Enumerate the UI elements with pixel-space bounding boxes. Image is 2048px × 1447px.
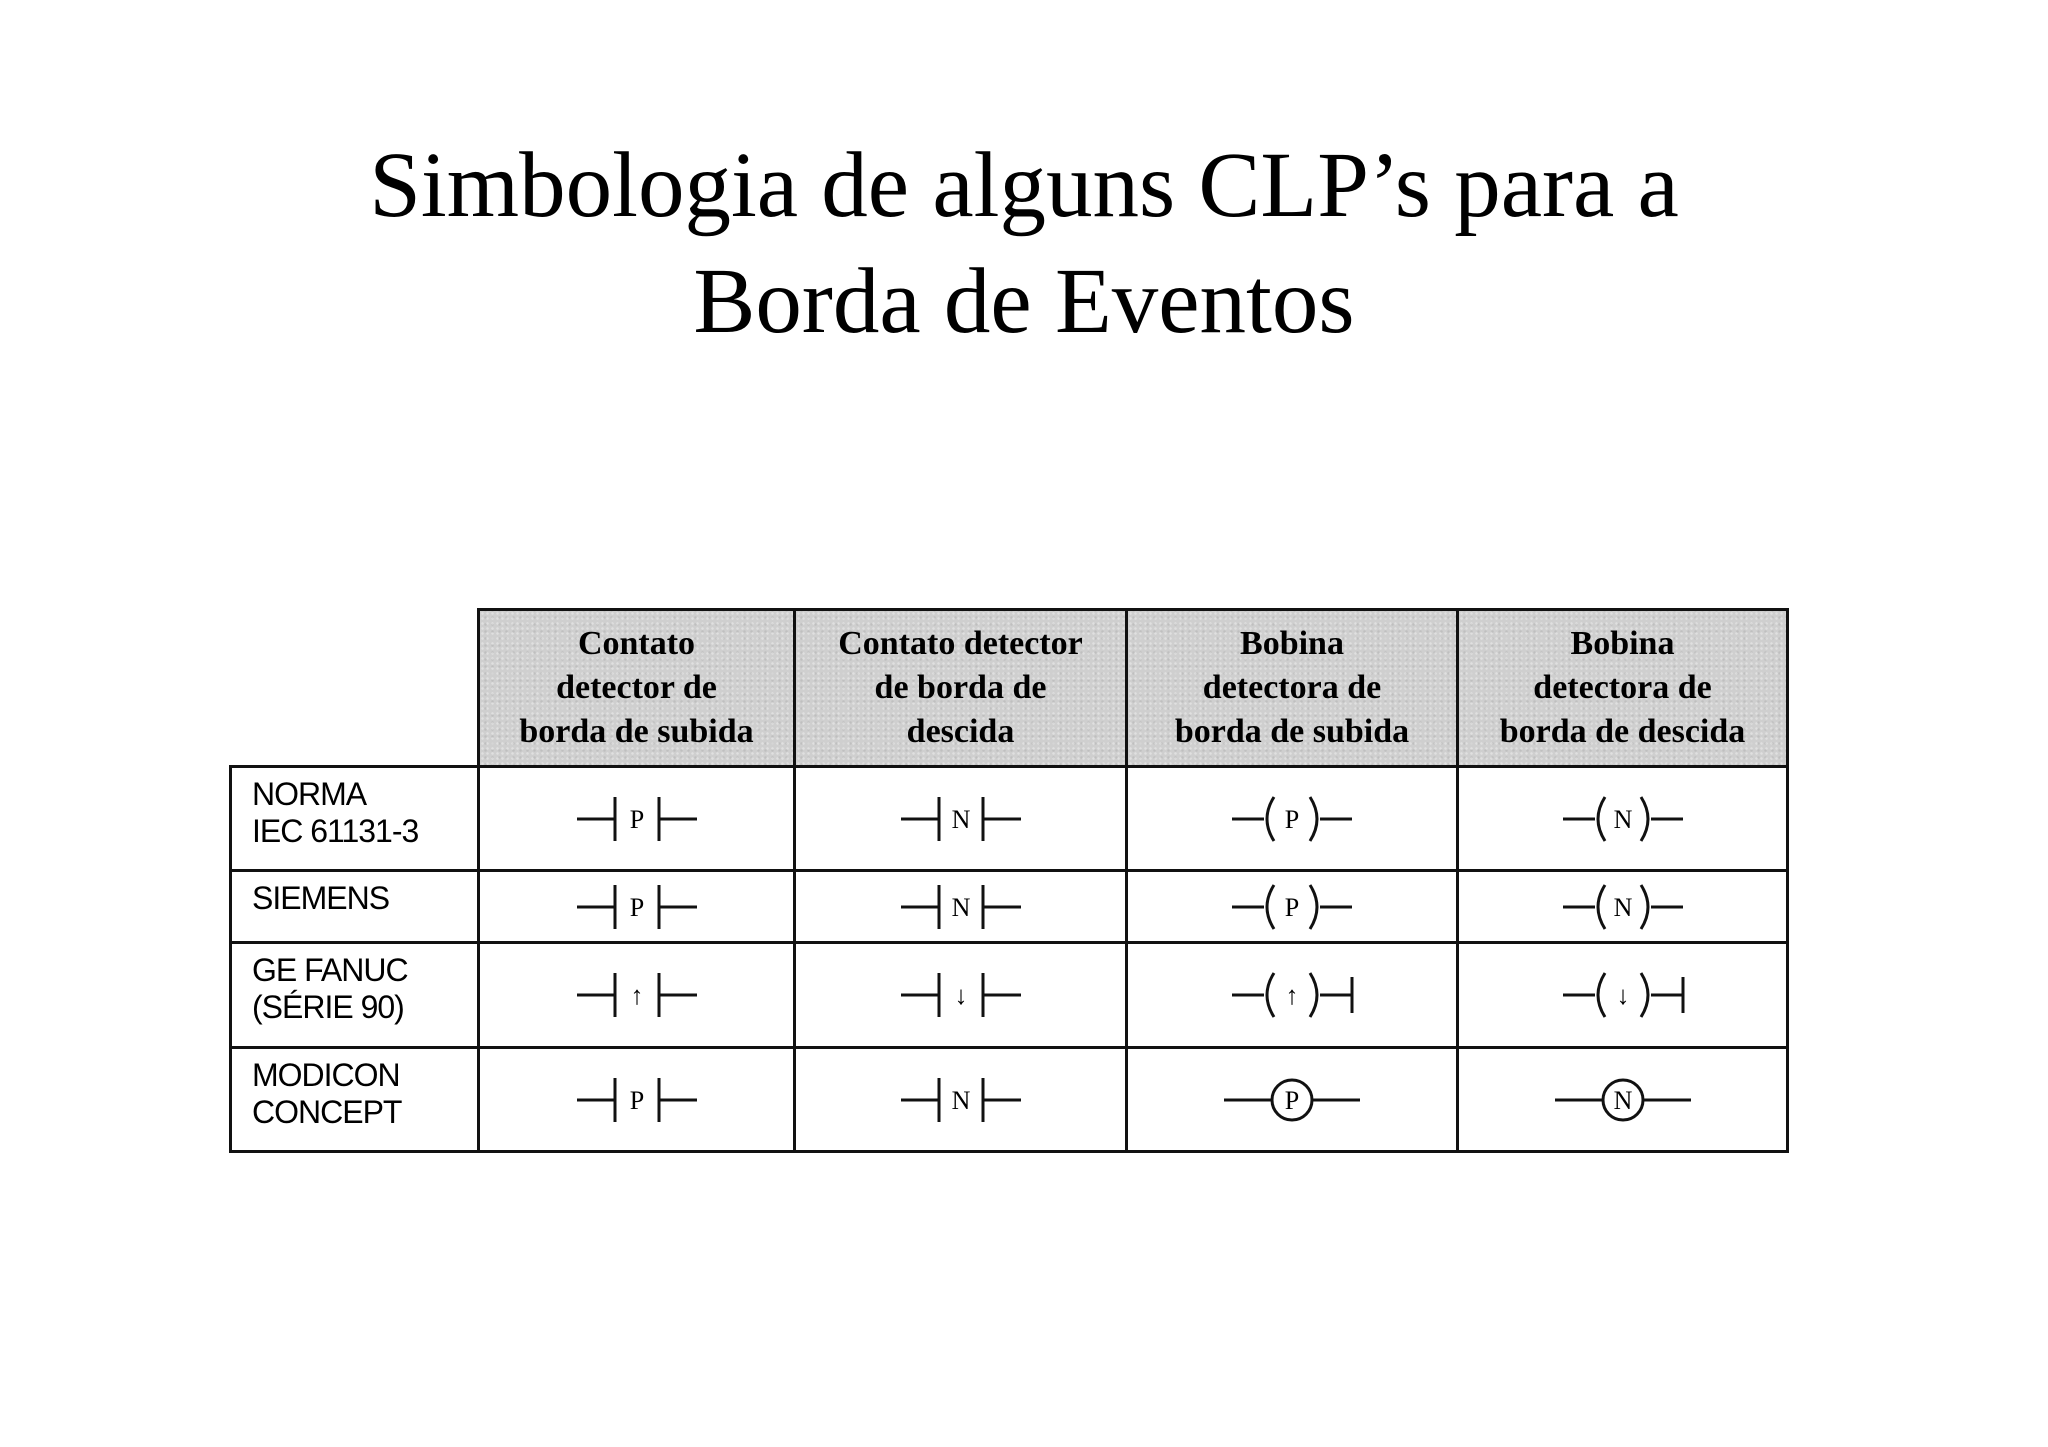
coil-paren-bar-symbol-icon <box>1533 965 1713 1025</box>
symbol-cell <box>1125 1046 1456 1150</box>
contact-mark: N <box>951 804 970 834</box>
symbol-cell <box>1456 941 1789 1046</box>
row-label-1: NORMA IEC 61131-3 <box>229 765 477 869</box>
coil-paren-symbol-icon <box>1202 877 1382 937</box>
contact-mark: ↓ <box>954 981 967 1010</box>
symbol-cell <box>1456 765 1789 869</box>
coil-paren-bar-symbol-icon <box>1202 965 1382 1025</box>
symbol-cell <box>1456 1046 1789 1150</box>
contact-symbol-icon <box>871 1070 1051 1130</box>
column-header-label: Bobina detectora de borda de descida <box>1499 625 1746 750</box>
symbol-cell <box>1456 869 1789 941</box>
symbol-cell <box>793 765 1125 869</box>
coil-paren-right <box>1641 797 1648 841</box>
coil-circle-symbol-icon <box>1533 1070 1713 1130</box>
contact-symbol-icon <box>547 1070 727 1130</box>
coil-paren-right <box>1310 885 1317 929</box>
coil-paren-right <box>1641 885 1648 929</box>
coil-paren-symbol-icon <box>1202 789 1382 849</box>
coil-mark: N <box>1613 892 1632 922</box>
contact-symbol-icon <box>547 965 727 1025</box>
page-title-line-2: Borda de Eventos <box>693 250 1355 353</box>
coil-paren-left <box>1598 885 1605 929</box>
symbol-cell <box>1125 765 1456 869</box>
symbol-cell <box>793 869 1125 941</box>
coil-mark: P <box>1284 892 1300 922</box>
contact-mark: N <box>951 1085 970 1115</box>
coil-paren-left <box>1267 885 1274 929</box>
coil-mark: N <box>1613 1085 1632 1115</box>
column-header-3 <box>1125 608 1456 765</box>
symbol-cell <box>477 765 793 869</box>
contact-symbol-icon <box>871 789 1051 849</box>
coil-mark: ↓ <box>1616 981 1629 1010</box>
coil-paren-left <box>1267 797 1274 841</box>
symbol-cell <box>477 869 793 941</box>
row-label-2: SIEMENS <box>229 869 477 941</box>
contact-mark: P <box>629 804 644 834</box>
contact-symbol-icon <box>547 789 727 849</box>
symbol-cell <box>477 941 793 1046</box>
coil-paren-left <box>1598 973 1605 1017</box>
contact-mark: P <box>629 892 644 922</box>
contact-mark: N <box>951 892 970 922</box>
symbol-table <box>229 608 1789 1153</box>
row-label-4: MODICON CONCEPT <box>229 1046 477 1150</box>
coil-paren-right <box>1310 973 1317 1017</box>
page-title <box>0 128 2048 360</box>
contact-symbol-icon <box>547 877 727 937</box>
contact-symbol-icon <box>871 965 1051 1025</box>
symbol-cell <box>793 1046 1125 1150</box>
coil-paren-left <box>1267 973 1274 1017</box>
symbol-cell <box>793 941 1125 1046</box>
coil-mark: ↑ <box>1285 981 1299 1010</box>
row-label-3: GE FANUC (SÉRIE 90) <box>229 941 477 1046</box>
table-bottom-border <box>229 1150 1789 1153</box>
symbol-cell <box>1125 941 1456 1046</box>
symbol-cell <box>477 1046 793 1150</box>
coil-circle-symbol-icon <box>1202 1070 1382 1130</box>
coil-paren-right <box>1641 973 1648 1017</box>
column-header-label: Bobina detectora de borda de subida <box>1174 625 1410 750</box>
column-header-2 <box>793 608 1125 765</box>
symbol-cell <box>1125 869 1456 941</box>
coil-paren-left <box>1598 797 1605 841</box>
coil-mark: P <box>1284 804 1300 834</box>
column-header-label: Contato detector de borda de subida <box>519 625 754 750</box>
table-corner <box>229 608 477 765</box>
coil-paren-right <box>1310 797 1317 841</box>
contact-mark: ↑ <box>630 981 643 1010</box>
column-header-label: Contato detector de borda de descida <box>838 625 1083 750</box>
column-header-4 <box>1456 608 1789 765</box>
coil-paren-symbol-icon <box>1533 877 1713 937</box>
coil-mark: P <box>1284 1085 1300 1115</box>
coil-mark: N <box>1613 804 1632 834</box>
column-header-1 <box>477 608 793 765</box>
page-title-line-1: Simbologia de alguns CLP’s para a <box>369 134 1679 237</box>
contact-symbol-icon <box>871 877 1051 937</box>
contact-mark: P <box>629 1085 644 1115</box>
coil-paren-symbol-icon <box>1533 789 1713 849</box>
